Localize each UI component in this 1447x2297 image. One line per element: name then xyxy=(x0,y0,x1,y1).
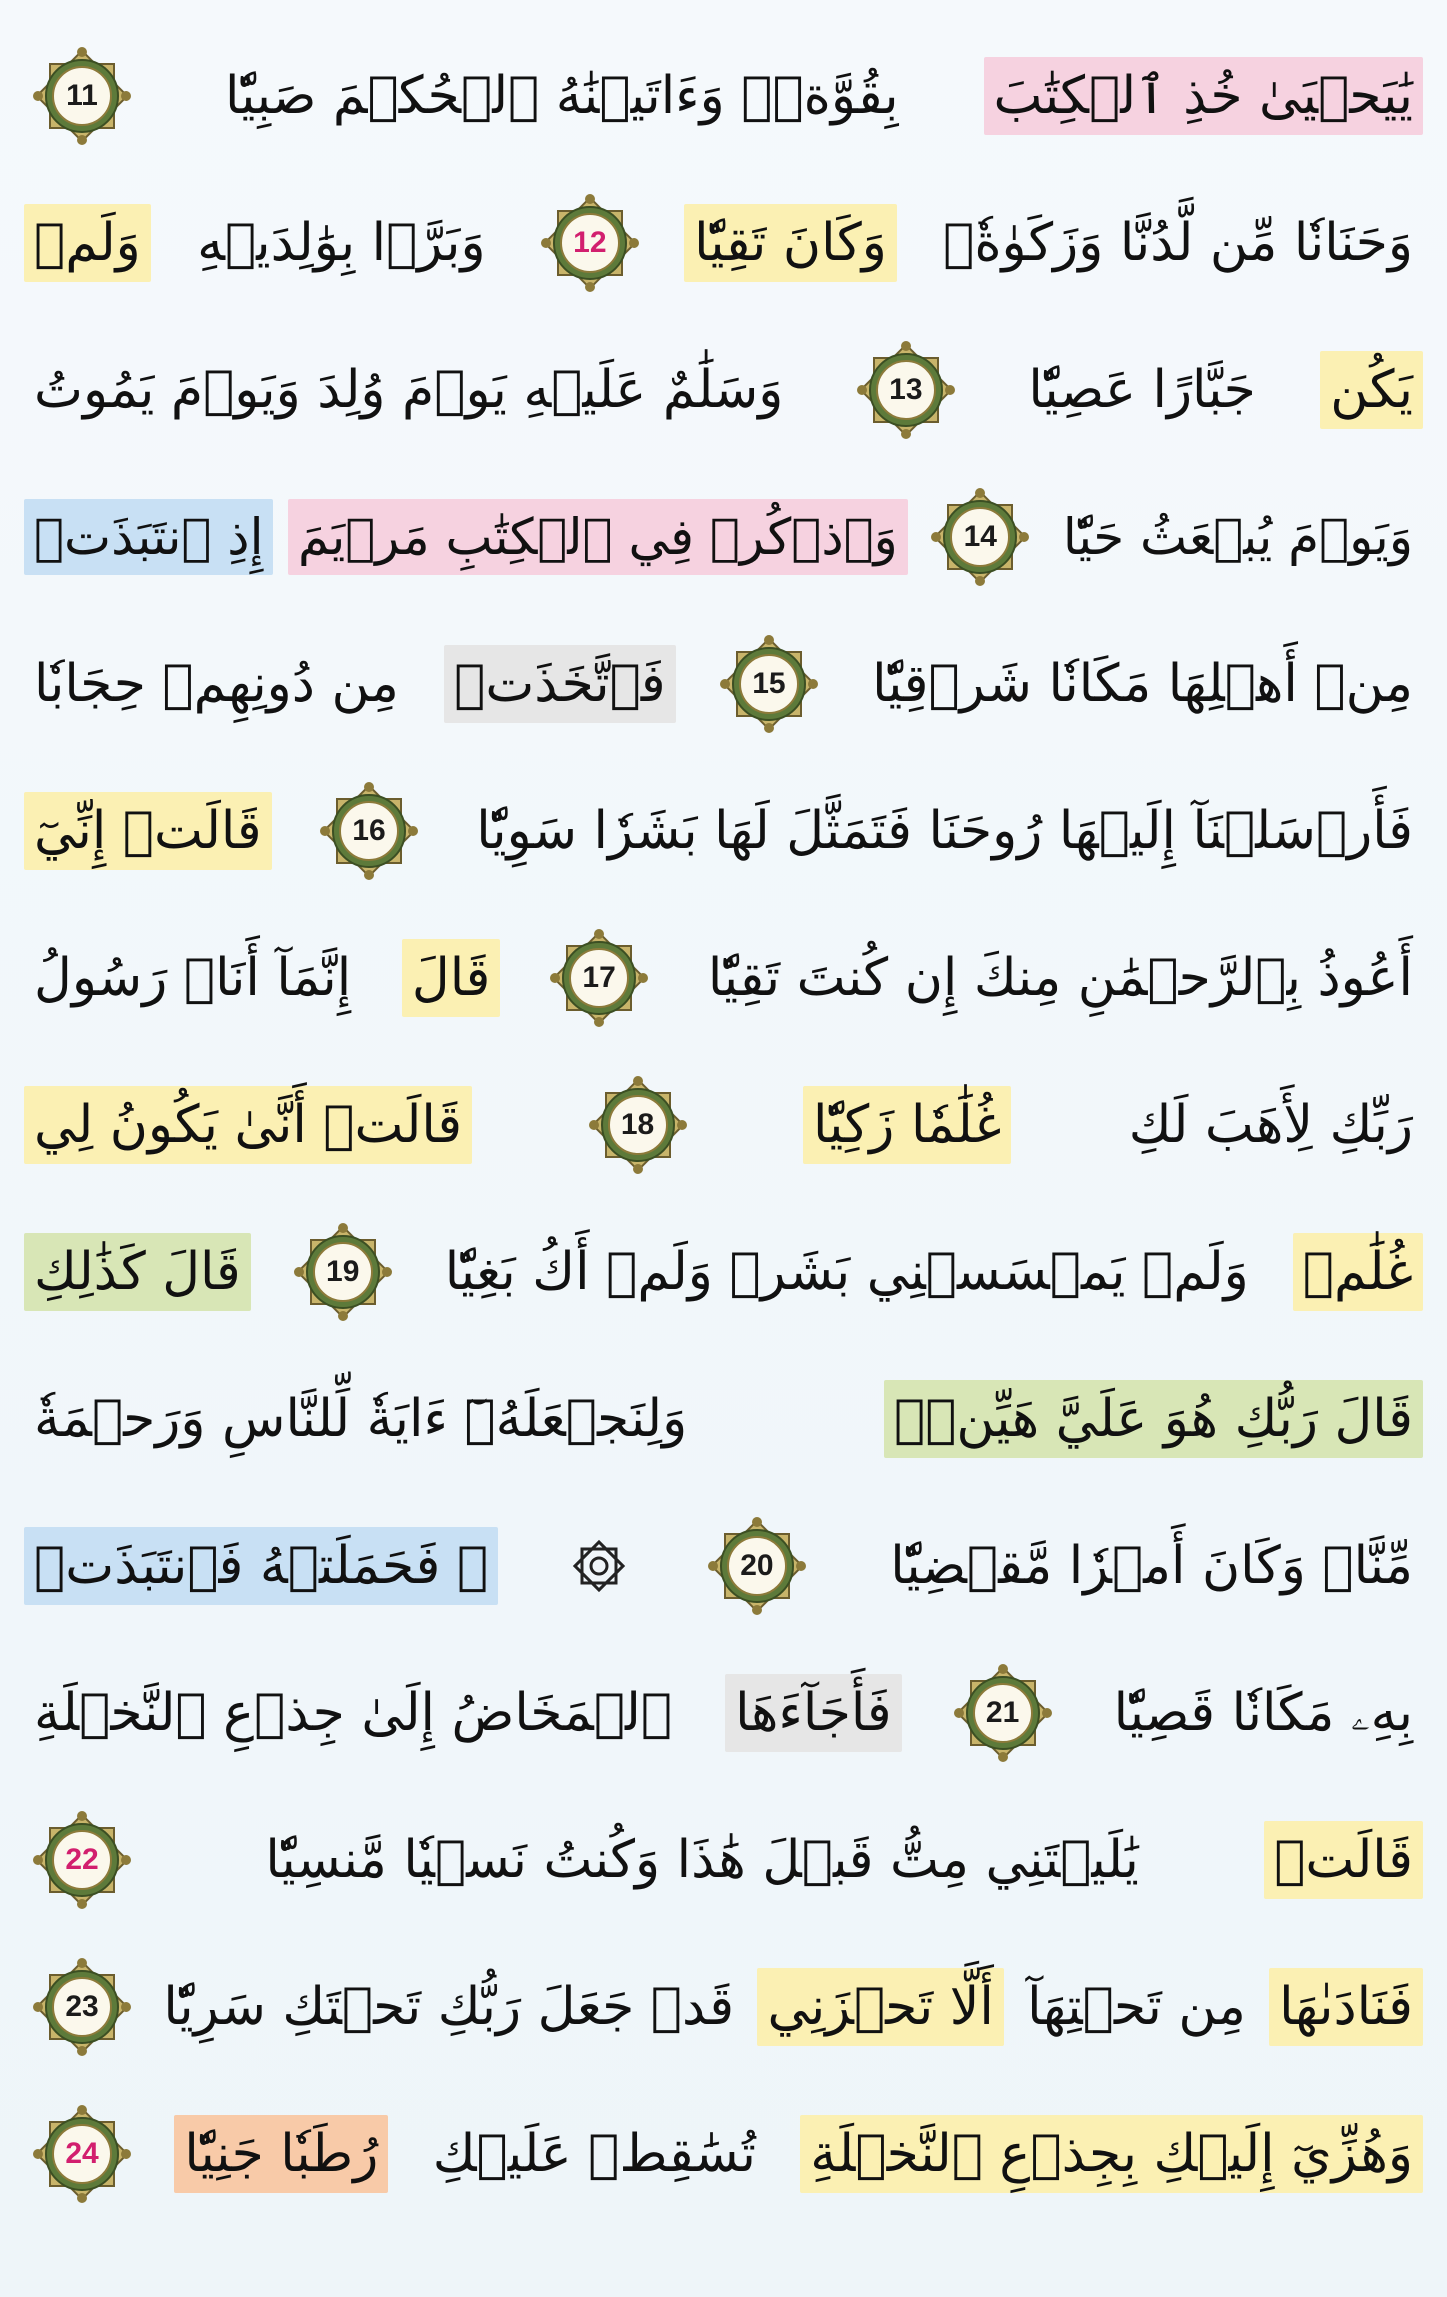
verse-line xyxy=(24,1790,1423,1930)
ayah-number: 13 xyxy=(889,373,923,406)
highlighted-phrase: أَلَّا تَحۡزَنِي xyxy=(757,1968,1003,2046)
verse-text: مِن تَحۡتِهَآ xyxy=(1027,1976,1246,2037)
verse-line xyxy=(24,1937,1423,2077)
highlighted-phrase: فَأَجَآءَهَا xyxy=(725,1674,901,1752)
highlighted-phrase: قَالَتۡ إِنِّيٓ xyxy=(24,792,272,870)
verse-line xyxy=(24,1055,1423,1195)
highlighted-phrase: قَالَتۡ xyxy=(1264,1821,1423,1899)
ayah-number: 24 xyxy=(65,2137,99,2170)
verse-line xyxy=(24,1349,1423,1489)
verse-line xyxy=(24,26,1423,166)
highlighted-phrase: وَكَانَ تَقِيّٗا xyxy=(684,204,897,282)
ayah-number: 15 xyxy=(752,667,786,700)
ayah-number: 11 xyxy=(66,79,98,112)
verse-line xyxy=(24,320,1423,460)
verse-text: وَلِنَجۡعَلَهُۥٓ ءَايَةٗ لِّلنَّاسِ وَرَحۡمَةٗ xyxy=(34,1388,688,1449)
verse-text: قَدۡ جَعَلَ رَبُّكِ تَحۡتَكِ سَرِيّٗا xyxy=(163,1976,735,2037)
ayah-number: 17 xyxy=(582,961,616,994)
ayah-number-marker[interactable] xyxy=(30,44,134,148)
highlighted-phrase: قَالَ رَبُّكِ هُوَ عَلَيَّ هَيِّنٞۖ xyxy=(884,1380,1423,1458)
highlighted-phrase: وَٱذۡكُرۡ فِي ٱلۡكِتَٰبِ مَرۡيَمَ xyxy=(288,499,908,575)
verse-line xyxy=(24,2084,1423,2224)
verse-text: أَعُوذُ بِٱلرَّحۡمَٰنِ مِنكَ إِن كُنتَ تَقِيّٗا xyxy=(707,947,1413,1008)
ayah-number-marker[interactable] xyxy=(291,1220,395,1324)
verse-text: مِن دُونِهِمۡ حِجَابٗا xyxy=(34,653,399,714)
ayah-number: 14 xyxy=(963,520,997,553)
ayah-number-marker[interactable] xyxy=(30,2102,134,2206)
verse-line xyxy=(24,908,1423,1048)
verse-line xyxy=(24,1643,1423,1783)
hizb-marker xyxy=(570,1537,628,1595)
ayah-number: 20 xyxy=(740,1549,774,1582)
highlighted-phrase: قَالَ xyxy=(402,939,500,1017)
verse-line xyxy=(24,467,1423,607)
verse-line xyxy=(24,1202,1423,1342)
verse-line xyxy=(24,614,1423,754)
ayah-number-marker[interactable] xyxy=(586,1073,690,1177)
ayah-number-marker[interactable] xyxy=(717,632,821,736)
highlighted-phrase: غُلَٰمٞ xyxy=(1293,1233,1423,1311)
verse-text: ٱلۡمَخَاضُ إِلَىٰ جِذۡعِ ٱلنَّخۡلَةِ xyxy=(34,1682,673,1743)
verse-text: وَحَنَانٗا مِّن لَّدُنَّا وَزَكَوٰةٗۖ xyxy=(943,212,1413,273)
verse-text: بِقُوَّةٖۖ وَءَاتَيۡنَٰهُ ٱلۡحُكۡمَ صَبِيّٗا xyxy=(225,65,899,126)
verse-text: مِّنَّاۚ وَكَانَ أَمۡرٗا مَّقۡضِيّٗا xyxy=(890,1535,1413,1596)
highlighted-phrase: ۞ فَحَمَلَتۡهُ فَٱنتَبَذَتۡ xyxy=(24,1527,498,1605)
ayah-number-marker[interactable] xyxy=(547,926,651,1030)
highlighted-phrase: فَنَادَىٰهَا xyxy=(1269,1968,1423,2046)
highlighted-phrase: فَٱتَّخَذَتۡ xyxy=(444,645,676,723)
verse-text: يَٰلَيۡتَنِي مِتُّ قَبۡلَ هَٰذَا وَكُنتُ نَسۡيٗا مَّنسِيّٗا xyxy=(265,1829,1139,1890)
verse-text: مِنۡ أَهۡلِهَا مَكَانٗا شَرۡقِيّٗا xyxy=(872,653,1413,714)
highlighted-phrase: وَلَمۡ xyxy=(24,204,151,282)
ayah-number-marker[interactable] xyxy=(951,1661,1055,1765)
ayah-number-marker[interactable] xyxy=(30,1808,134,1912)
verse-text: جَبَّارًا عَصِيّٗا xyxy=(1028,359,1256,420)
verse-text: رَبِّكِ لِأَهَبَ لَكِ xyxy=(1128,1094,1413,1155)
verse-text: فَأَرۡسَلۡنَآ إِلَيۡهَا رُوحَنَا فَتَمَثَّلَ لَهَا بَشَرٗا سَوِيّٗا xyxy=(476,800,1413,861)
verse-text: إِنَّمَآ أَنَا۠ رَسُولُ xyxy=(34,947,352,1008)
highlighted-phrase: يَكُن xyxy=(1320,351,1423,429)
verse-text: وَيَوۡمَ يُبۡعَثُ حَيّٗا xyxy=(1062,508,1413,566)
ayah-number-marker[interactable] xyxy=(928,485,1032,589)
ayah-number: 18 xyxy=(620,1108,655,1141)
highlighted-phrase: إِذِ ٱنتَبَذَتۡ xyxy=(24,499,273,575)
highlighted-phrase: يَٰيَحۡيَىٰ خُذِ ٱلۡكِتَٰبَ xyxy=(984,57,1423,135)
ayah-number: 23 xyxy=(65,1990,99,2023)
verse-line xyxy=(24,173,1423,313)
ayah-number: 19 xyxy=(326,1255,360,1288)
ayah-number-marker[interactable] xyxy=(854,338,958,442)
highlighted-phrase: وَهُزِّيٓ إِلَيۡكِ بِجِذۡعِ ٱلنَّخۡلَةِ xyxy=(800,2115,1423,2193)
ayah-number: 12 xyxy=(573,226,607,259)
ayah-number: 16 xyxy=(352,814,386,847)
ayah-number-marker[interactable] xyxy=(538,191,642,295)
ayah-number: 22 xyxy=(65,1843,99,1876)
verse-text: وَسَلَٰمٌ عَلَيۡهِ يَوۡمَ وُلِدَ وَيَوۡمَ يَمُوتُ xyxy=(34,359,784,420)
verse-text: بِهِۦ مَكَانٗا قَصِيّٗا xyxy=(1113,1682,1413,1743)
verse-line xyxy=(24,761,1423,901)
rub-el-hizb-icon xyxy=(570,1537,628,1595)
highlighted-phrase: قَالَتۡ أَنَّىٰ يَكُونُ لِي xyxy=(24,1086,472,1164)
ayah-number-marker[interactable] xyxy=(317,779,421,883)
highlighted-phrase: غُلَٰمٗا زَكِيّٗا xyxy=(803,1086,1011,1164)
verse-text: وَبَرَّۢا بِوَٰلِدَيۡهِ xyxy=(197,212,486,273)
verse-line xyxy=(24,1496,1423,1636)
verse-text: تُسَٰقِطۡ عَلَيۡكِ xyxy=(432,2123,756,2184)
highlighted-phrase: رُطَبٗا جَنِيّٗا xyxy=(174,2115,388,2193)
verse-text: وَلَمۡ يَمۡسَسۡنِي بَشَرٞ وَلَمۡ أَكُ بَغِيّٗا xyxy=(444,1241,1249,1302)
ayah-number-marker[interactable] xyxy=(705,1514,809,1618)
ayah-number-marker[interactable] xyxy=(30,1955,134,2059)
ayah-number: 21 xyxy=(985,1696,1020,1729)
highlighted-phrase: قَالَ كَذَٰلِكِ xyxy=(24,1233,251,1311)
